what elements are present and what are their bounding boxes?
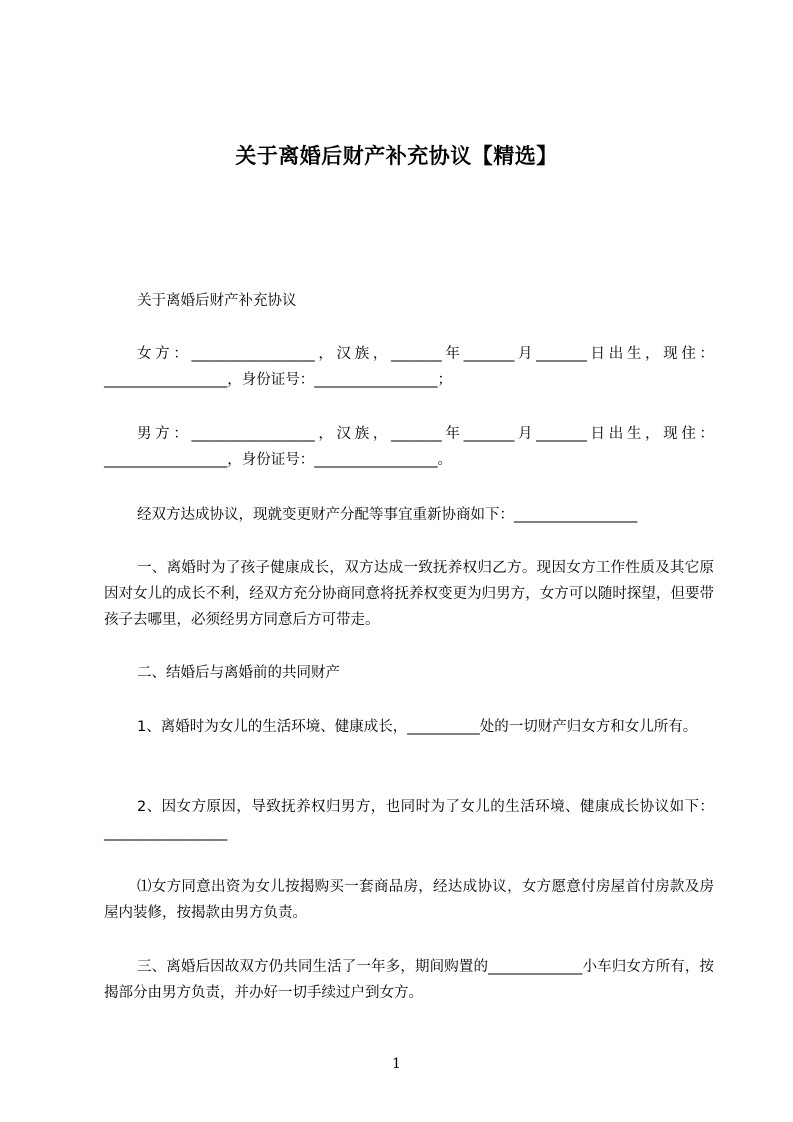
female-party-paragraph: 女方：_________________，汉族，_______年_______月_______日出生，现住：_________________，身份证号：_________________； xyxy=(104,346,714,388)
clause-three-paragraph: 三、离婚后因故双方仍共同生活了一年多，期间购置的_____________小车归女方所有，按揭部分由男方负责，并办好一切手续过户到女方。 xyxy=(104,959,714,1001)
clause-two-subitem-one: ⑴女方同意出资为女儿按揭购买一套商品房，经达成协议，女方愿意付房屋首付房款及房屋内装修，按揭款由男方负责。 xyxy=(104,879,714,921)
clause-two-item-two: 2、因女方原因，导致抚养权归男方，也同时为了女儿的生活环境、健康成长协议如下：_________________ xyxy=(104,799,714,841)
page-number: 1 xyxy=(392,1056,401,1072)
clause-two-heading: 二、结婚后与离婚前的共同财产 xyxy=(137,665,340,681)
clause-one-paragraph: 一、离婚时为了孩子健康成长，双方达成一致抚养权归乙方。现因女方工作性质及其它原因对女儿的成长不利，经双方充分协商同意将抚养权变更为归男方，女方可以随时探望，但要带孩子去哪里，必须经男方同意后方可带走。 xyxy=(104,560,714,628)
document-title: 关于离婚后财产补充协议【精选】 xyxy=(235,144,558,168)
subtitle-paragraph: 关于离婚后财产补充协议 xyxy=(137,293,297,309)
clause-two-item-one: 1、离婚时为女儿的生活环境、健康成长，__________处的一切财产归女方和女儿所有。 xyxy=(137,719,698,735)
agreement-intro-paragraph: 经双方达成协议，现就变更财产分配等事宜重新协商如下：_________________ xyxy=(137,507,638,523)
male-party-paragraph: 男方：_________________，汉族，_______年_______月_______日出生，现住：_________________，身份证号：_________________。 xyxy=(104,426,714,468)
